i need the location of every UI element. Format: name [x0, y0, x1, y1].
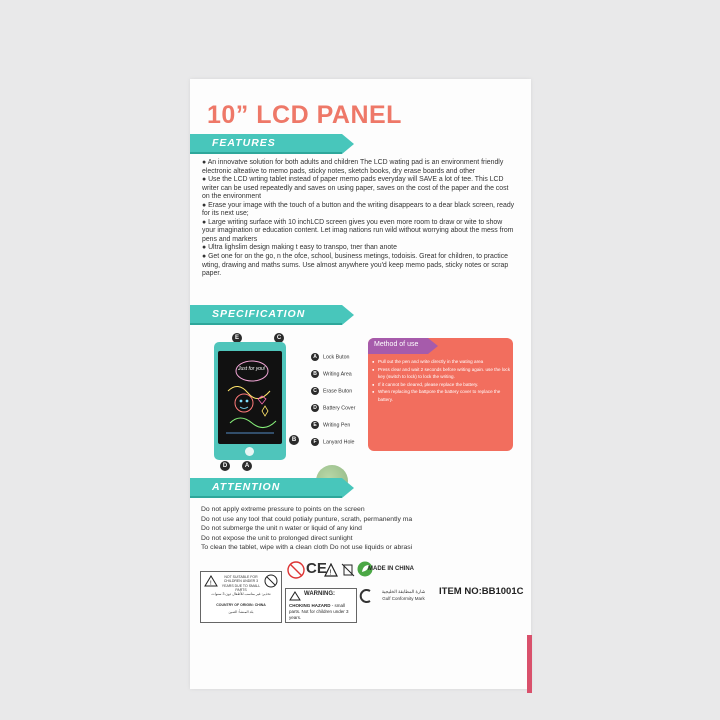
specification-heading: SPECIFICATION — [212, 308, 306, 320]
feature-paragraph: ● Get one for on the go, n the ofce, school, business metings, todoisis. Great for children, to practice wting, drawing and maths sums. Use almost anywhere you'd keep memo pads, sticky notes or scrap paper. — [202, 253, 509, 278]
method-step: ● When replacing the battpore the battery cover to replace the battery. — [372, 388, 512, 403]
part-item: A Lock Buton — [311, 353, 381, 361]
country-of-origin: COUNTRY OF ORIGIN: CHINA — [216, 603, 266, 607]
choking-detail: - small parts. Not for children under 3 years. — [289, 603, 349, 620]
attention-line: Do not apply extreme pressure to points on the screen — [201, 506, 365, 513]
attention-line: Do not use any tool that could potialy punture, scrath, permanently ma — [201, 515, 413, 523]
doodle-drawing-icon — [218, 351, 282, 444]
lcd-tablet-illustration — [214, 342, 286, 460]
marker-b: B — [289, 435, 299, 445]
method-step: ● Pull out the pen and write directly in the wating area — [372, 358, 512, 366]
specification-banner — [190, 305, 342, 325]
method-of-use-panel — [368, 338, 513, 451]
attention-line: Do not expose the unit to prolonged direct sunlight — [201, 534, 353, 542]
feature-paragraph: ● Erase your image with the touch of a button and the writing disappears to a dear black screen, ready for its next use; — [202, 201, 515, 218]
warning-title: WARNING: — [304, 591, 335, 597]
arabic-country-text: بلد المنشأ: الصين — [228, 610, 254, 614]
part-item: E Writing Pen — [311, 421, 381, 429]
method-heading-tab — [368, 338, 428, 354]
writing-screen — [218, 351, 282, 444]
method-heading: Method of use — [374, 341, 419, 348]
ce-mark: CE — [306, 560, 327, 577]
feature-paragraph: ● Ultra lighslim design making t easy to transpo, tner than anote — [202, 244, 397, 252]
marker-e: E — [232, 333, 242, 343]
method-step: ● Press clear and wait 2 seconds before writing again. use the lock key (switch to lock) to lock the writing. — [372, 366, 512, 381]
method-step: ● If it cannot be cleared, please replace the battery. — [372, 381, 512, 389]
made-in-china: MADE IN CHINA — [368, 566, 414, 572]
marker-c: C — [274, 333, 284, 343]
gulf-arabic-text: شارة المطابقة الخليجية — [381, 589, 426, 594]
svg-text:!: ! — [329, 569, 332, 577]
screen-caption: Just for you! — [238, 366, 266, 372]
no-children-icon — [287, 561, 305, 579]
svg-text:!: ! — [210, 581, 212, 587]
recycle-bin-icon — [341, 562, 355, 578]
attention-banner — [190, 478, 342, 498]
part-item: D Battery Cover — [311, 404, 381, 412]
caution-triangle-icon — [324, 563, 338, 577]
erase-button-illustration — [245, 447, 254, 456]
marker-d: D — [220, 461, 230, 471]
features-banner — [190, 134, 342, 154]
white-sticker — [436, 509, 531, 561]
page-title: 10” LCD PANEL — [207, 101, 402, 129]
method-steps — [372, 358, 512, 404]
features-heading: FEATURES — [212, 137, 276, 149]
choking-text — [289, 603, 353, 621]
gulf-conformity-label — [358, 588, 433, 621]
no-under-3-icon — [264, 574, 278, 588]
item-number: ITEM NO:BB1001C — [439, 586, 524, 597]
attention-line: To clean the tablet, wipe with a clean cloth Do not use liquids or abrasi — [201, 544, 413, 552]
feature-paragraph: ● An innovatve solution for both adults and children The LCD wating pad is an environment friendly electronic alteative to memo pads, sticky notes, sketch books, dry erase boards and other — [202, 159, 504, 175]
arabic-warning-text: تحذير: غير مناسب للأطفال دون 3 سنوات — [211, 592, 271, 596]
page-edge-accent — [527, 635, 532, 693]
part-item: F Lanyard Hole — [311, 438, 381, 446]
gulf-mark-text: Gulf Conformity Mark — [382, 596, 425, 601]
gulf-conformity-icon — [358, 588, 374, 604]
warning-triangle-icon — [204, 575, 218, 587]
choking-warning-label — [285, 588, 357, 623]
attention-line: Do not submerge the unit n water or liquid of any kind — [201, 525, 362, 533]
attention-heading: ATTENTION — [212, 481, 281, 493]
warning-triangle-icon — [289, 591, 301, 601]
feature-paragraph: ● Use the LCD wrting tablet instead of paper memo pads everyday will SAVE a lot of tee. This LCD writer can be used repeatedly and saves on using paper, saves on the cost of the paper and the cost on the environment — [202, 176, 509, 201]
part-item: B Writing Area — [311, 370, 381, 378]
choking-hazard-label: CHOKING HAZARD — [289, 603, 331, 608]
feature-paragraph: ● Large writing surface with 10 inchLCD screen gives you even more room to draw or wite to show your imagination or education content. Let imag nations run wild without worrying about the mess from pens and markers — [202, 218, 514, 243]
marker-a: A — [242, 461, 252, 471]
package-back-panel — [190, 79, 531, 689]
age-warning-label — [200, 571, 282, 623]
part-item: C Erase Buton — [311, 387, 381, 395]
features-text — [202, 159, 517, 279]
not-suitable-text: NOT SUITABLE FOR CHILDREN UNDER 3 YEARS DUE TO SMALL PARTS — [221, 575, 261, 593]
